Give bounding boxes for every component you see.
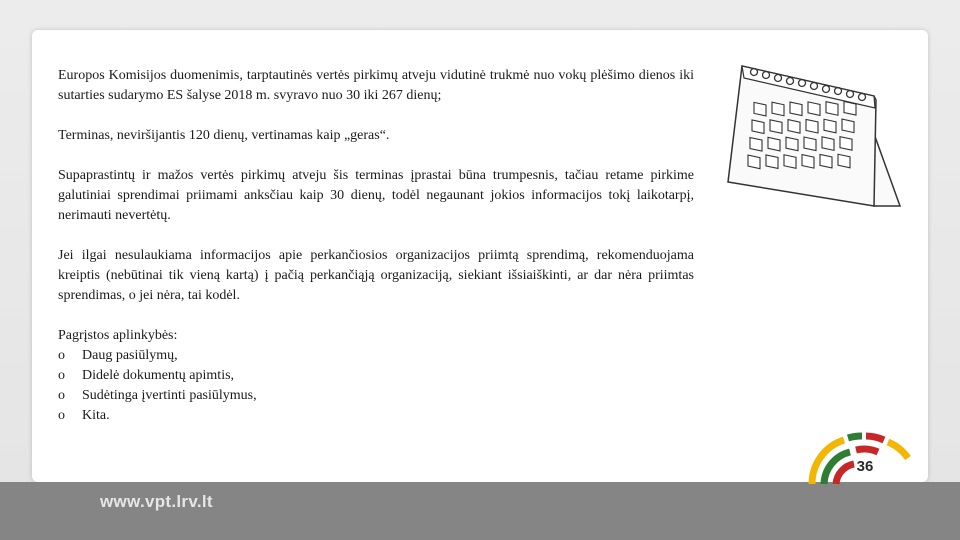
paragraph-duration: Europos Komisijos duomenimis, tarptautinės vertės pirkimų atveju vidutinė trukmė nuo vokų plėšimo dienos iki sutarties sudarymo ES šalyse 2018 m. svyravo nuo 30 iki 267 dienų; <box>58 68 694 103</box>
tricolor-arc-logo <box>800 428 916 486</box>
desk-calendar-icon <box>724 56 904 246</box>
slide-body <box>58 66 694 426</box>
list-item-text: Daug pasiūlymų, <box>82 348 178 363</box>
footer-bar <box>0 482 960 540</box>
circumstances-list <box>58 346 694 426</box>
bullet: o <box>58 348 65 363</box>
circumstances-section <box>58 326 694 426</box>
list-item-text: Sudėtinga įvertinti pasiūlymus, <box>82 388 257 403</box>
list-item-text: Kita. <box>82 408 110 423</box>
list-item <box>58 406 694 426</box>
list-item-text: Didelė dokumentų apimtis, <box>82 368 235 383</box>
paragraph-good-term: Terminas, neviršijantis 120 dienų, vertinamas kaip „geras“. <box>58 128 390 143</box>
footer-website: www.vpt.lrv.lt <box>100 492 213 511</box>
page-number: 36 <box>856 458 874 475</box>
paragraph-simplified: Supaprastintų ir mažos vertės pirkimų atveju šis terminas įprastai būna trumpesnis, tačiau retame pirkime galutiniai sprendimai priimami anksčiau kaip 30 dienų, todėl negaunant jokios informacijos tokį laikotarpį, nerimauti nevertėtų. <box>58 168 694 223</box>
list-item <box>58 366 694 386</box>
bullet: o <box>58 408 65 423</box>
list-item <box>58 386 694 406</box>
bullet: o <box>58 388 65 403</box>
bullet: o <box>58 368 65 383</box>
paragraph-recommendation: Jei ilgai nesulaukiama informacijos apie perkančiosios organizacijos priimtą sprendimą, rekomenduojama kreiptis (nebūtinai tik vieną kartą) į pačią perkančiąją organizaciją, siekiant išsiaiškinti, ar dar nėra priimtas sprendimas, o jei nėra, tai kodėl. <box>58 248 694 303</box>
list-item <box>58 346 694 366</box>
list-title: Pagrįstos aplinkybės: <box>58 328 178 343</box>
